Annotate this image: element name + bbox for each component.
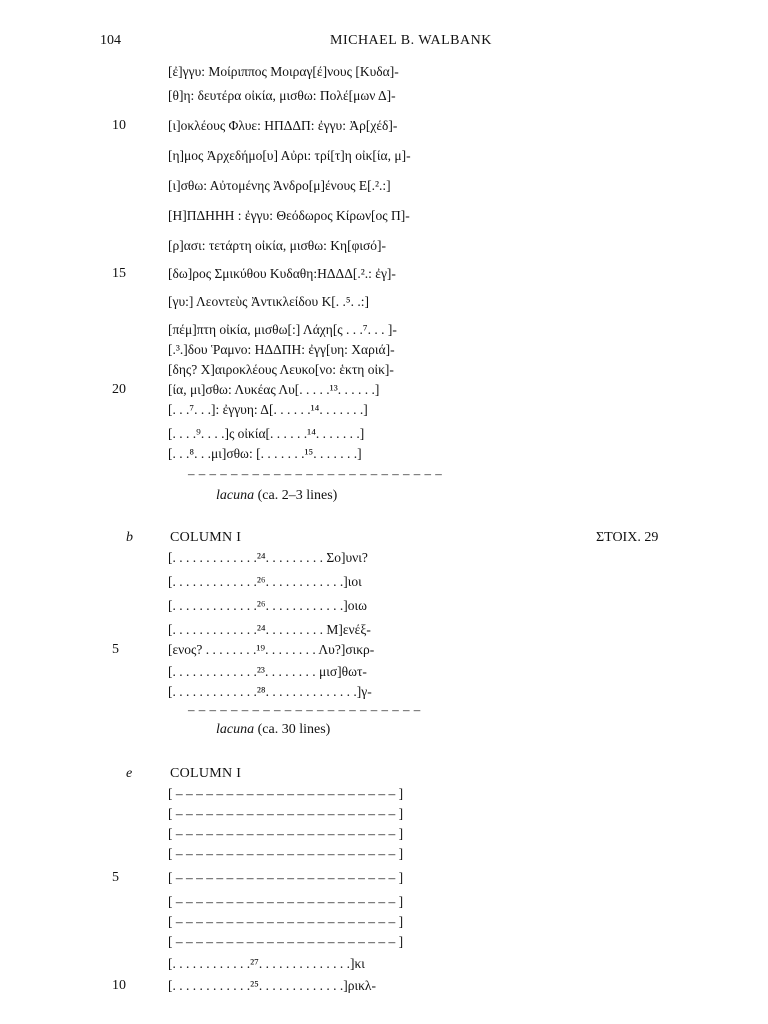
line-number: 10: [112, 118, 126, 133]
inscription-line: [ – – – – – – – – – – – – – – – – – – – – – – ]: [168, 894, 404, 909]
inscription-line: [ – – – – – – – – – – – – – – – – – – – – – – ]: [168, 870, 404, 885]
inscription-line: [. . . . . . . . . . . . .²⁴. . . . . . . . . Σο]υνι?: [168, 550, 368, 565]
inscription-line: [. . . . . . . . . . . .²⁵. . . . . . . . . . . . .]ρικλ-: [168, 978, 376, 993]
inscription-line: [ρ]ασι: τετάρτη οἰκία, μισθω: Κη[φισό]-: [168, 238, 387, 253]
inscription-line: [. . . . . . . . . . . .²⁷. . . . . . . . . . . . . .]κι: [168, 956, 365, 971]
page-number: 104: [100, 33, 121, 48]
line-number: 20: [112, 382, 126, 397]
lacuna-note-a: lacuna (ca. 2–3 lines): [216, 488, 338, 503]
inscription-line: [ – – – – – – – – – – – – – – – – – – – – – – ]: [168, 846, 404, 861]
inscription-line: [γυ:] Λεοντεὺς Ἀντικλείδου Κ[. .⁵. .:]: [168, 294, 370, 309]
inscription-line: [ενος? . . . . . . . .¹⁹. . . . . . . . Λυ?]σικρ-: [168, 642, 375, 657]
inscription-line: [ – – – – – – – – – – – – – – – – – – – – – – ]: [168, 934, 404, 949]
inscription-line: [. . .⁸. . .μι]σθω: [. . . . . . .¹⁵. . . . . . .]: [168, 446, 362, 461]
running-header-author: MICHAEL B. WALBANK: [330, 33, 492, 48]
inscription-line: [η]μος Ἀρχεδήμο[υ] Αὐρι: τρί[τ]η οἰκ[ία, μ]-: [168, 148, 411, 163]
inscription-line: [. . . . . . . . . . . . .²⁶. . . . . . . . . . . .]ιοι: [168, 574, 362, 589]
inscription-line: [ – – – – – – – – – – – – – – – – – – – – – – ]: [168, 786, 404, 801]
column-heading-e: COLUMN I: [170, 766, 242, 781]
line-number: 15: [112, 266, 126, 281]
inscription-line: [ – – – – – – – – – – – – – – – – – – – – – – ]: [168, 806, 404, 821]
inscription-line: [. . . . . . . . . . . . .²⁸. . . . . . . . . . . . . .]γ-: [168, 684, 372, 699]
inscription-line: [ – – – – – – – – – – – – – – – – – – – – – – ]: [168, 826, 404, 841]
inscription-line: [. . . . . . . . . . . . .²⁶. . . . . . . . . . . .]οιω: [168, 598, 368, 613]
inscription-line: [πέμ]πτη οἰκία, μισθω[:] Λάχη[ς . . .⁷. . . ]-: [168, 322, 397, 337]
stoichedon-count: ΣΤΟΙΧ. 29: [596, 530, 659, 545]
inscription-line: [δης? Χ]αιροκλέους Λευκο[νο: ἑκτη οἰκ]-: [168, 362, 394, 377]
lacuna-dashes-b: – – – – – – – – – – – – – – – – – – – – – –: [188, 702, 421, 717]
section-label-b: b: [126, 530, 133, 545]
section-label-e: e: [126, 766, 133, 781]
lacuna-note-b: lacuna (ca. 30 lines): [216, 722, 331, 737]
inscription-line: [ία, μι]σθω: Λυκέας Λυ[. . . . .¹³. . . . . .]: [168, 382, 380, 397]
column-heading-b: COLUMN I: [170, 530, 242, 545]
line-number: 5: [112, 642, 119, 657]
inscription-line: [. . . .⁹. . . .]ς οἰκία[. . . . . .¹⁴. . . . . . .]: [168, 426, 365, 441]
inscription-line: [Η]ΠΔΗΗΗ : ἐγγυ: Θεόδωρος Κίρων[ος Π]-: [168, 208, 410, 223]
inscription-line: [ι]οκλέους Φλυε: ΗΠΔΔΠ: ἐγγυ: Ἀρ[χέδ]-: [168, 118, 398, 133]
inscription-line: [ – – – – – – – – – – – – – – – – – – – – – – ]: [168, 914, 404, 929]
lacuna-dashes-a: – – – – – – – – – – – – – – – – – – – – – – – –: [188, 466, 443, 481]
line-number: 5: [112, 870, 119, 885]
inscription-line: [δω]ρος Σμικύθου Κυδαθη:ΗΔΔΔ[.².: ἐγ]-: [168, 266, 396, 281]
inscription-line: [. . . . . . . . . . . . .²⁴. . . . . . . . . Μ]ενέξ-: [168, 622, 371, 637]
inscription-line: [.³.]δου Ῥαμνο: ΗΔΔΠΗ: ἐγγ[υη: Χαριά]-: [168, 342, 395, 357]
inscription-line: [θ]η: δευτέρα οἰκία, μισθω: Πολέ[μων Δ]-: [168, 88, 396, 103]
inscription-line: [. . . . . . . . . . . . .²³. . . . . . . . μισ]θωτ-: [168, 664, 367, 679]
inscription-line: [ἐ]γγυ: Μοίριππος Μοιραγ[έ]νους [Κυδα]-: [168, 64, 399, 79]
inscription-line: [. . .⁷. . .]: ἐγγυη: Δ[. . . . . .¹⁴. . . . . . .]: [168, 402, 368, 417]
line-number: 10: [112, 978, 126, 993]
inscription-line: [ι]σθω: Αὐτομένης Ἀνδρο[μ]ένους Ε[.².:]: [168, 178, 391, 193]
